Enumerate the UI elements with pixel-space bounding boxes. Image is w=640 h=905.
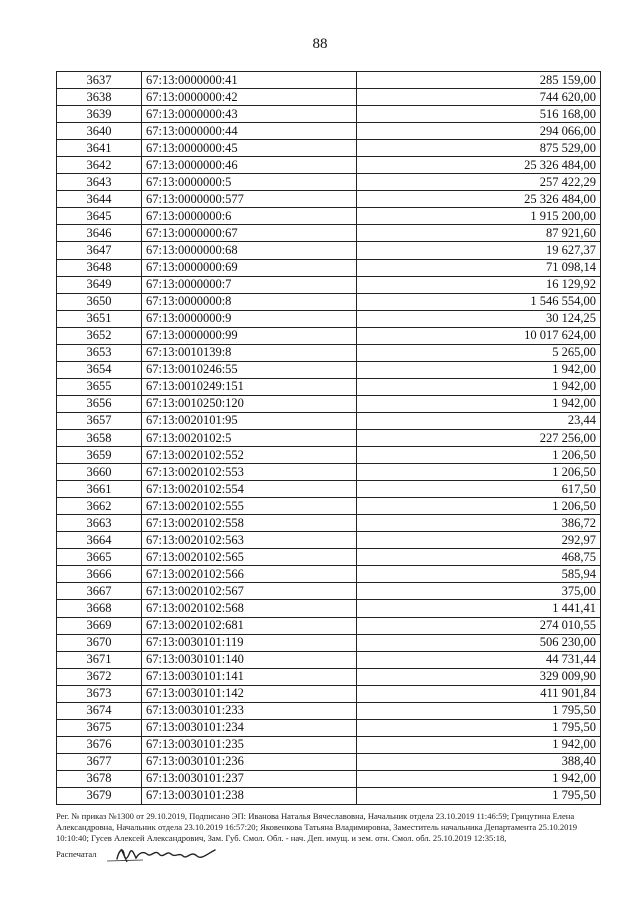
cadastral-number-cell: 67:13:0020102:554 [142, 481, 357, 498]
printed-by [56, 844, 616, 866]
table-row [57, 447, 601, 464]
row-number-cell: 3674 [57, 702, 142, 719]
cadastral-value-cell: 44 731,44 [357, 651, 601, 668]
row-number-cell: 3671 [57, 651, 142, 668]
cadastral-value-cell: 1 441,41 [357, 600, 601, 617]
row-number-cell: 3678 [57, 770, 142, 787]
cadastral-value-cell: 516 168,00 [357, 106, 601, 123]
table-row [57, 719, 601, 736]
row-number-cell: 3640 [57, 123, 142, 140]
cadastral-value-cell: 1 795,50 [357, 787, 601, 804]
cadastral-value-cell: 5 265,00 [357, 344, 601, 361]
printed-by-label: Распечатал [56, 848, 97, 859]
table-row [57, 753, 601, 770]
cadastral-value-cell: 292,97 [357, 532, 601, 549]
table-row [57, 702, 601, 719]
table-row [57, 617, 601, 634]
cadastral-number-cell: 67:13:0020101:95 [142, 412, 357, 429]
table-row [57, 685, 601, 702]
cadastral-number-cell: 67:13:0020102:563 [142, 532, 357, 549]
row-number-cell: 3646 [57, 225, 142, 242]
row-number-cell: 3663 [57, 515, 142, 532]
row-number-cell: 3660 [57, 464, 142, 481]
table-row [57, 276, 601, 293]
table-row [57, 89, 601, 106]
row-number-cell: 3645 [57, 208, 142, 225]
row-number-cell: 3659 [57, 447, 142, 464]
row-number-cell: 3639 [57, 106, 142, 123]
row-number-cell: 3643 [57, 174, 142, 191]
cadastral-value-cell: 1 206,50 [357, 464, 601, 481]
cadastral-number-cell: 67:13:0030101:237 [142, 770, 357, 787]
cadastral-value-cell: 294 066,00 [357, 123, 601, 140]
row-number-cell: 3679 [57, 787, 142, 804]
cadastral-value-cell: 285 159,00 [357, 72, 601, 89]
cadastral-number-cell: 67:13:0030101:236 [142, 753, 357, 770]
table-row [57, 429, 601, 446]
table-row [57, 344, 601, 361]
cadastral-number-cell: 67:13:0030101:235 [142, 736, 357, 753]
cadastral-number-cell: 67:13:0000000:45 [142, 140, 357, 157]
cadastral-number-cell: 67:13:0020102:552 [142, 447, 357, 464]
cadastral-number-cell: 67:13:0000000:577 [142, 191, 357, 208]
row-number-cell: 3670 [57, 634, 142, 651]
cadastral-number-cell: 67:13:0000000:69 [142, 259, 357, 276]
row-number-cell: 3661 [57, 481, 142, 498]
row-number-cell: 3647 [57, 242, 142, 259]
cadastral-number-cell: 67:13:0020102:553 [142, 464, 357, 481]
cadastral-value-cell: 257 422,29 [357, 174, 601, 191]
registry-table-body [57, 72, 601, 805]
cadastral-number-cell: 67:13:0030101:141 [142, 668, 357, 685]
row-number-cell: 3677 [57, 753, 142, 770]
cadastral-number-cell: 67:13:0020102:568 [142, 600, 357, 617]
table-row [57, 549, 601, 566]
table-row [57, 259, 601, 276]
cadastral-number-cell: 67:13:0030101:234 [142, 719, 357, 736]
table-row [57, 310, 601, 327]
cadastral-value-cell: 1 795,50 [357, 719, 601, 736]
cadastral-value-cell: 1 942,00 [357, 395, 601, 412]
row-number-cell: 3652 [57, 327, 142, 344]
cadastral-value-cell: 468,75 [357, 549, 601, 566]
table-row [57, 123, 601, 140]
row-number-cell: 3664 [57, 532, 142, 549]
cadastral-number-cell: 67:13:0030101:140 [142, 651, 357, 668]
row-number-cell: 3642 [57, 157, 142, 174]
row-number-cell: 3666 [57, 566, 142, 583]
signature-footer [56, 811, 616, 866]
table-row [57, 583, 601, 600]
cadastral-number-cell: 67:13:0020102:565 [142, 549, 357, 566]
cadastral-number-cell: 67:13:0030101:142 [142, 685, 357, 702]
cadastral-value-cell: 10 017 624,00 [357, 327, 601, 344]
cadastral-number-cell: 67:13:0020102:5 [142, 429, 357, 446]
row-number-cell: 3653 [57, 344, 142, 361]
cadastral-number-cell: 67:13:0000000:67 [142, 225, 357, 242]
table-row [57, 293, 601, 310]
cadastral-value-cell: 1 915 200,00 [357, 208, 601, 225]
table-row [57, 770, 601, 787]
cadastral-number-cell: 67:13:0000000:9 [142, 310, 357, 327]
cadastral-number-cell: 67:13:0020102:558 [142, 515, 357, 532]
table-row [57, 225, 601, 242]
cadastral-value-cell: 19 627,37 [357, 242, 601, 259]
cadastral-number-cell: 67:13:0010139:8 [142, 344, 357, 361]
cadastral-number-cell: 67:13:0020102:567 [142, 583, 357, 600]
cadastral-value-cell: 1 546 554,00 [357, 293, 601, 310]
cadastral-value-cell: 25 326 484,00 [357, 191, 601, 208]
cadastral-value-cell: 375,00 [357, 583, 601, 600]
table-row [57, 412, 601, 429]
row-number-cell: 3654 [57, 361, 142, 378]
row-number-cell: 3638 [57, 89, 142, 106]
row-number-cell: 3655 [57, 378, 142, 395]
page-number: 88 [312, 36, 328, 52]
row-number-cell: 3667 [57, 583, 142, 600]
table-row [57, 600, 601, 617]
table-row [57, 532, 601, 549]
cadastral-number-cell: 67:13:0020102:681 [142, 617, 357, 634]
table-row [57, 242, 601, 259]
row-number-cell: 3656 [57, 395, 142, 412]
cadastral-number-cell: 67:13:0020102:566 [142, 566, 357, 583]
cadastral-value-cell: 23,44 [357, 412, 601, 429]
footer-line-3: 10:10:40; Гусев Алексей Александрович, Зам. Губ. Смол. Обл. - нач. Деп. имущ. и зем. отн. Смол. обл. 25.10.2019 12:35:18, [56, 833, 507, 843]
cadastral-number-cell: 67:13:0000000:42 [142, 89, 357, 106]
row-number-cell: 3672 [57, 668, 142, 685]
cadastral-value-cell: 71 098,14 [357, 259, 601, 276]
cadastral-number-cell: 67:13:0000000:8 [142, 293, 357, 310]
cadastral-number-cell: 67:13:0020102:555 [142, 498, 357, 515]
cadastral-value-cell: 744 620,00 [357, 89, 601, 106]
table-row [57, 481, 601, 498]
row-number-cell: 3676 [57, 736, 142, 753]
table-row [57, 72, 601, 89]
cadastral-value-cell: 875 529,00 [357, 140, 601, 157]
table-row [57, 191, 601, 208]
cadastral-value-cell: 1 942,00 [357, 378, 601, 395]
cadastral-number-cell: 67:13:0000000:99 [142, 327, 357, 344]
table-row [57, 378, 601, 395]
cadastral-value-cell: 30 124,25 [357, 310, 601, 327]
row-number-cell: 3637 [57, 72, 142, 89]
row-number-cell: 3673 [57, 685, 142, 702]
handwritten-signature [103, 844, 233, 866]
table-row [57, 327, 601, 344]
row-number-cell: 3649 [57, 276, 142, 293]
cadastral-number-cell: 67:13:0010250:120 [142, 395, 357, 412]
cadastral-number-cell: 67:13:0000000:68 [142, 242, 357, 259]
row-number-cell: 3641 [57, 140, 142, 157]
footer-line-2: Александровна, Начальник отдела 23.10.2019 16:57:20; Яковенкова Татьяна Владимировна, Заместитель начальника Департамента 25.10.2019 [56, 822, 578, 832]
table-row [57, 174, 601, 191]
cadastral-value-cell: 87 921,60 [357, 225, 601, 242]
cadastral-value-cell: 1 942,00 [357, 736, 601, 753]
row-number-cell: 3669 [57, 617, 142, 634]
table-row [57, 787, 601, 804]
table-row [57, 498, 601, 515]
row-number-cell: 3658 [57, 429, 142, 446]
cadastral-value-cell: 617,50 [357, 481, 601, 498]
cadastral-value-cell: 1 795,50 [357, 702, 601, 719]
cadastral-value-cell: 506 230,00 [357, 634, 601, 651]
row-number-cell: 3644 [57, 191, 142, 208]
row-number-cell: 3675 [57, 719, 142, 736]
table-row [57, 515, 601, 532]
cadastral-number-cell: 67:13:0030101:233 [142, 702, 357, 719]
table-row [57, 140, 601, 157]
registry-table [56, 71, 601, 805]
row-number-cell: 3662 [57, 498, 142, 515]
row-number-cell: 3651 [57, 310, 142, 327]
table-row [57, 668, 601, 685]
row-number-cell: 3650 [57, 293, 142, 310]
cadastral-number-cell: 67:13:0030101:238 [142, 787, 357, 804]
cadastral-value-cell: 388,40 [357, 753, 601, 770]
cadastral-number-cell: 67:13:0030101:119 [142, 634, 357, 651]
row-number-cell: 3665 [57, 549, 142, 566]
cadastral-number-cell: 67:13:0010246:55 [142, 361, 357, 378]
table-row [57, 361, 601, 378]
row-number-cell: 3657 [57, 412, 142, 429]
cadastral-number-cell: 67:13:0000000:46 [142, 157, 357, 174]
cadastral-value-cell: 411 901,84 [357, 685, 601, 702]
table-row [57, 651, 601, 668]
cadastral-number-cell: 67:13:0000000:41 [142, 72, 357, 89]
cadastral-value-cell: 274 010,55 [357, 617, 601, 634]
table-row [57, 464, 601, 481]
table-row [57, 157, 601, 174]
cadastral-number-cell: 67:13:0000000:5 [142, 174, 357, 191]
cadastral-value-cell: 585,94 [357, 566, 601, 583]
table-row [57, 736, 601, 753]
cadastral-value-cell: 16 129,92 [357, 276, 601, 293]
cadastral-number-cell: 67:13:0000000:43 [142, 106, 357, 123]
cadastral-value-cell: 1 206,50 [357, 498, 601, 515]
table-row [57, 395, 601, 412]
table-row [57, 566, 601, 583]
cadastral-number-cell: 67:13:0000000:44 [142, 123, 357, 140]
cadastral-value-cell: 25 326 484,00 [357, 157, 601, 174]
cadastral-value-cell: 227 256,00 [357, 429, 601, 446]
row-number-cell: 3648 [57, 259, 142, 276]
cadastral-value-cell: 329 009,90 [357, 668, 601, 685]
cadastral-value-cell: 1 942,00 [357, 770, 601, 787]
cadastral-number-cell: 67:13:0000000:7 [142, 276, 357, 293]
cadastral-number-cell: 67:13:0000000:6 [142, 208, 357, 225]
footer-line-1: Рег. № приказ №1300 от 29.10.2019, Подписано ЭП: Иванова Наталья Вячеславовна, Начальник отдела 23.10.2019 11:46:59; Грицутина Елена [56, 811, 575, 821]
cadastral-value-cell: 1 206,50 [357, 447, 601, 464]
table-row [57, 634, 601, 651]
cadastral-number-cell: 67:13:0010249:151 [142, 378, 357, 395]
cadastral-value-cell: 1 942,00 [357, 361, 601, 378]
table-row [57, 106, 601, 123]
table-row [57, 208, 601, 225]
cadastral-value-cell: 386,72 [357, 515, 601, 532]
row-number-cell: 3668 [57, 600, 142, 617]
